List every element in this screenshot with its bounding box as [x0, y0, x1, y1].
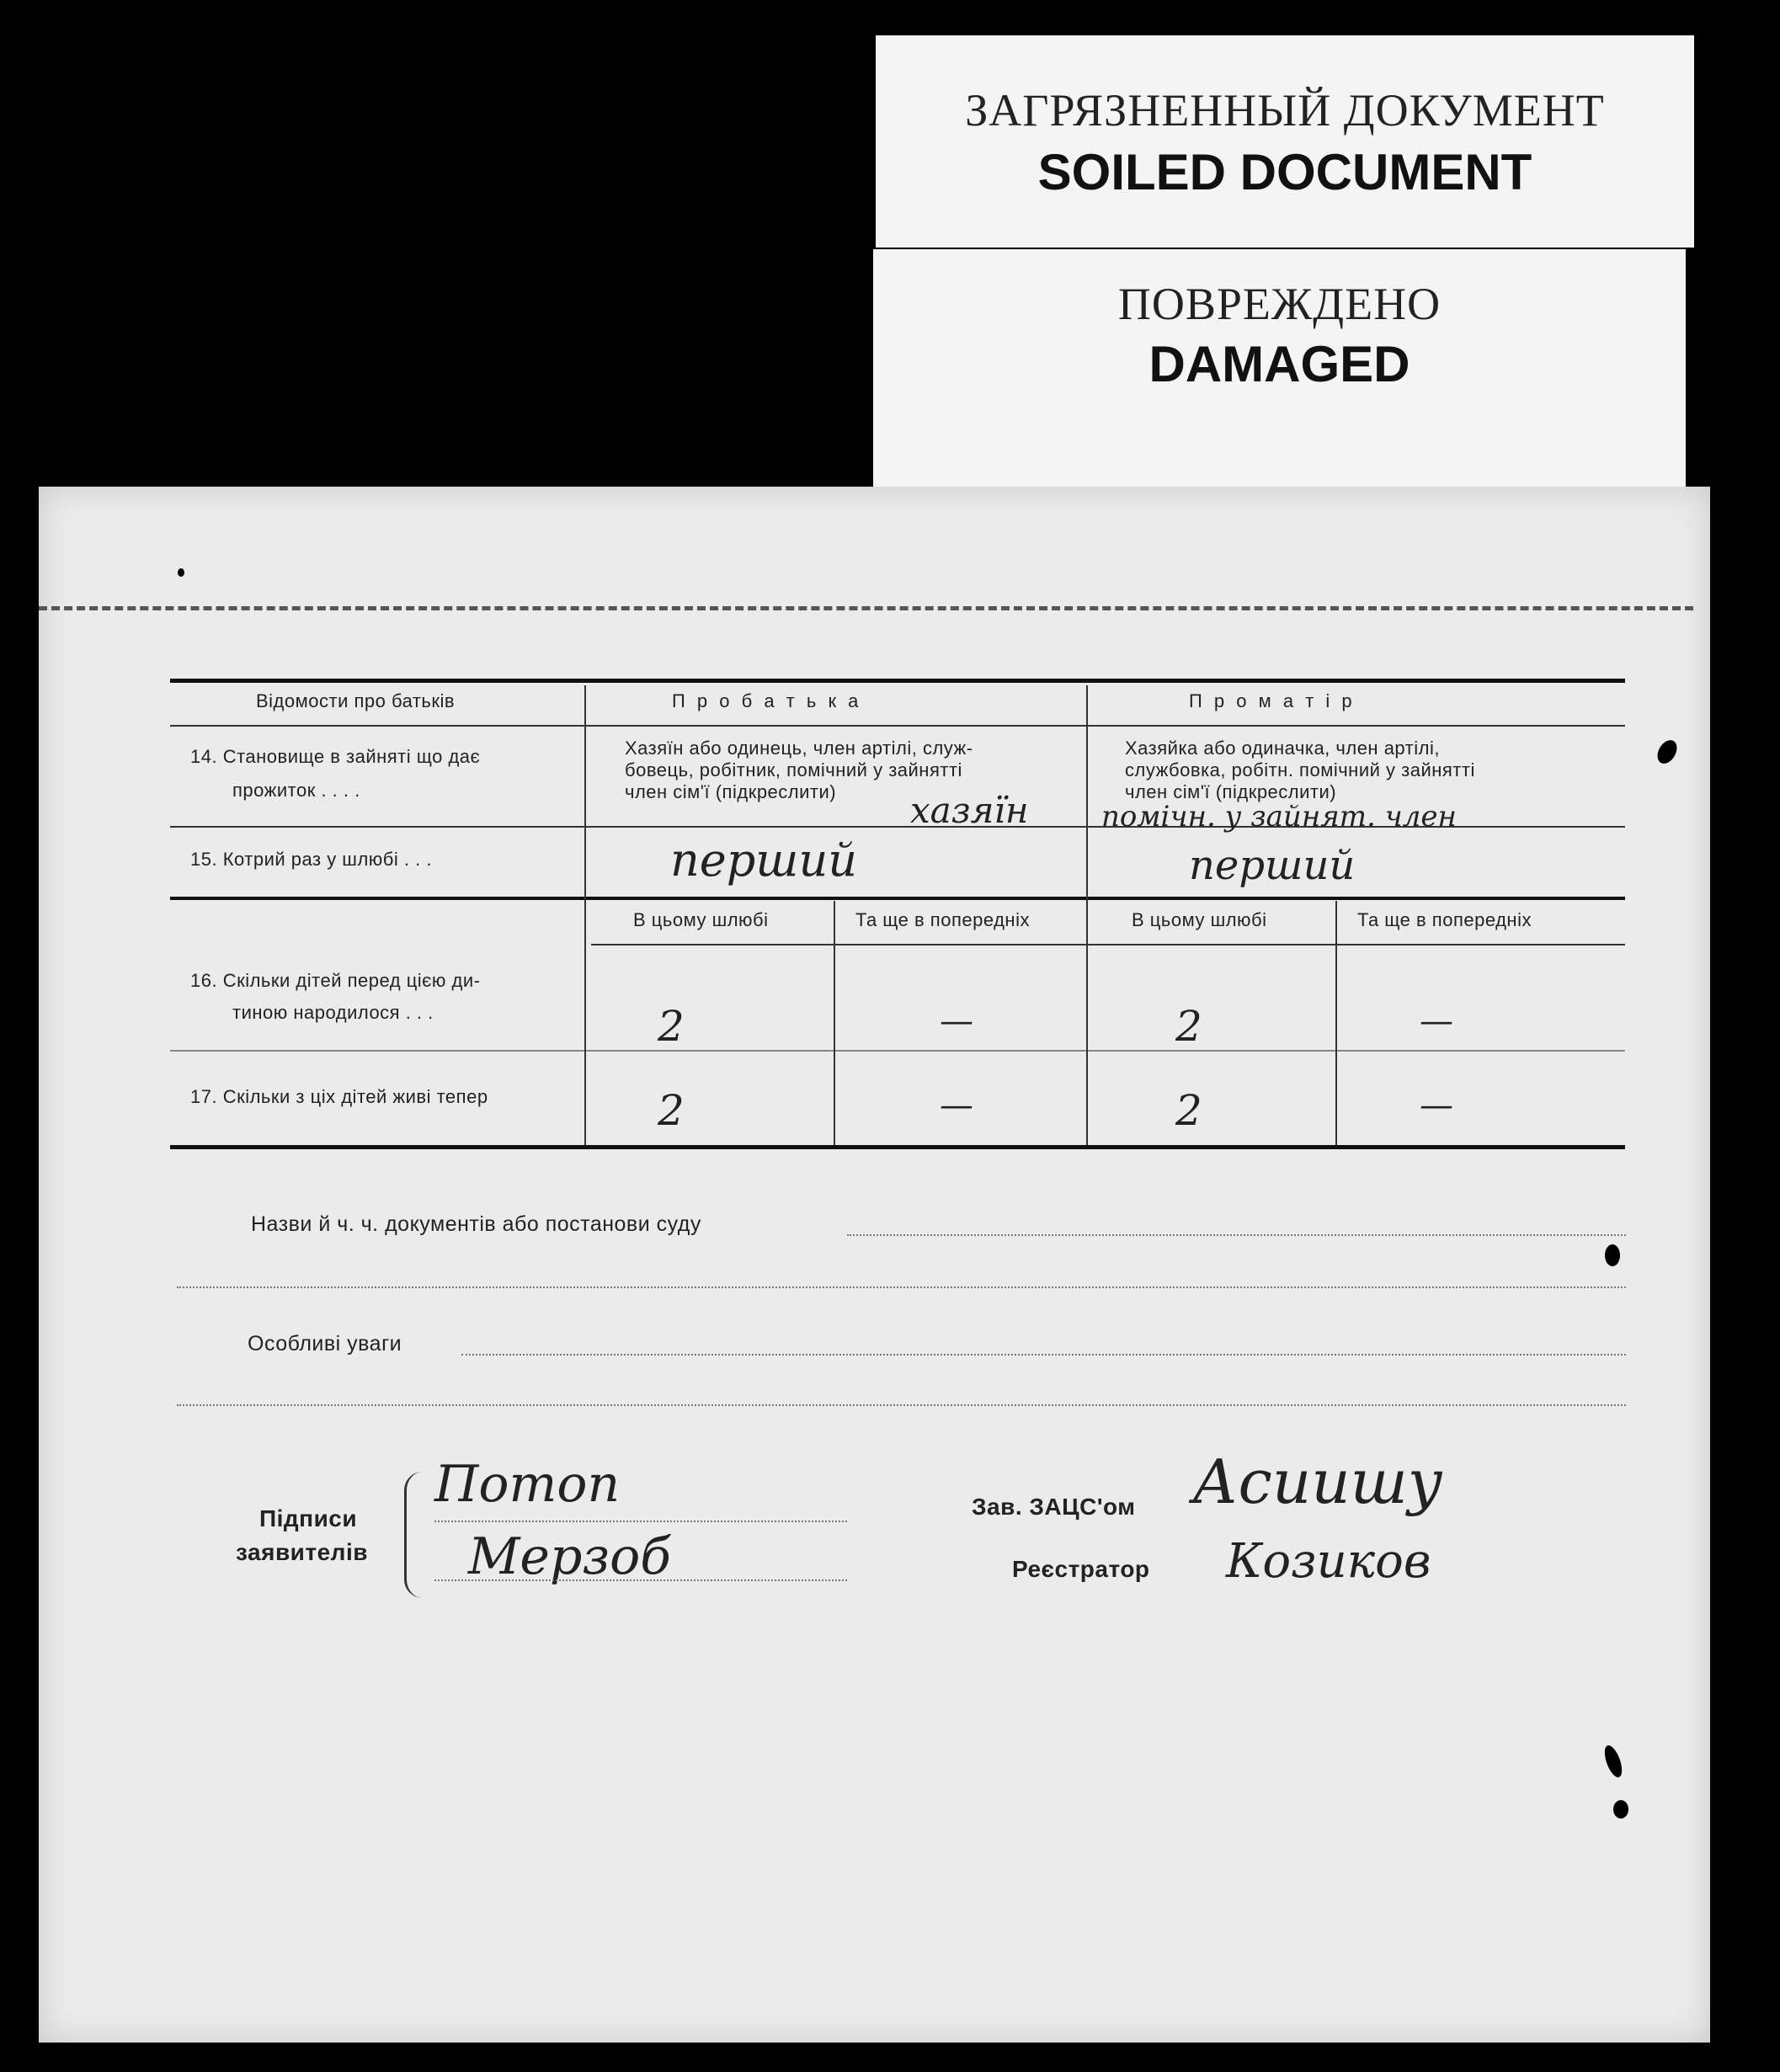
row16-mother-previous: — — [1420, 1002, 1453, 1041]
perforation-line — [39, 606, 1693, 610]
damaged-label-ru: ПОВРЕЖДЕНО — [1117, 279, 1442, 329]
col-divider-1 — [584, 685, 586, 1145]
row15-mother-handwritten: перший — [1189, 842, 1356, 889]
row16-label-line1: 16. Скільки дітей перед цією ди- — [190, 970, 481, 991]
header-divider — [170, 725, 1625, 727]
row16-father-this: 2 — [658, 1002, 685, 1051]
documents-line-1 — [847, 1234, 1626, 1236]
row16-mother-this: 2 — [1175, 1002, 1202, 1051]
row15-father-handwritten: перший — [670, 834, 858, 887]
subheader-divider — [591, 944, 1625, 945]
row15-divider — [170, 897, 1625, 900]
row16-label-line2: тиною народилося . . . — [232, 1002, 434, 1023]
row14-mother-print-1: Хазяйка або одиначка, член артілі, — [1125, 738, 1440, 759]
header-about-mother: П р о м а т і р — [1189, 690, 1356, 711]
head-registry-signature: Асиишу — [1192, 1446, 1443, 1517]
damaged-label-en: DAMAGED — [1148, 336, 1410, 392]
row14-father-print-2: бовець, робітник, помічний у зайнятті — [625, 759, 962, 780]
row14-father-handwritten: хазяїн — [910, 790, 1029, 831]
row17-label: 17. Скільки з ціх дітей живі тепер — [190, 1086, 488, 1107]
subheader-father-this-marriage: В цьому шлюбі — [633, 909, 769, 930]
damage-hole — [1613, 1800, 1628, 1819]
row14-mother-print-2: службовка, робітн. помічний у зайнятті — [1125, 759, 1475, 780]
damage-hole — [1654, 737, 1681, 767]
col-divider-2 — [1086, 685, 1088, 1145]
registrar-label: Реєстратор — [1012, 1556, 1150, 1582]
documents-line-2 — [177, 1286, 1626, 1288]
head-registry-label: Зав. ЗАЦС'ом — [972, 1494, 1136, 1520]
row14-mother-print-3: член сім'ї (підкреслити) — [1125, 781, 1337, 802]
soiled-label-en: SOILED DOCUMENT — [1037, 144, 1532, 200]
table-top-border — [170, 679, 1625, 683]
subheader-mother-this-marriage: В цьому шлюбі — [1132, 909, 1267, 930]
row16-father-previous: — — [940, 1002, 973, 1041]
table-bottom-border — [170, 1145, 1625, 1149]
notes-label: Особливі уваги — [248, 1332, 402, 1356]
row16-divider — [170, 1050, 1625, 1052]
registrar-signature: Козиков — [1226, 1534, 1431, 1589]
notes-line-2 — [177, 1404, 1626, 1406]
applicants-label-line2: заявителів — [236, 1539, 368, 1565]
row14-father-print-1: Хазяїн або одинець, член артілі, служ- — [625, 738, 973, 759]
row14-mother-handwritten: помічн. у зайнят. член — [1101, 800, 1457, 834]
applicants-label-line1: Підписи — [259, 1505, 358, 1531]
applicant-sig-line-1 — [434, 1521, 847, 1522]
applicants-brace — [404, 1472, 425, 1598]
row14-label-line2: прожиток . . . . — [232, 780, 360, 801]
row17-father-previous: — — [940, 1086, 973, 1125]
header-about-father: П р о б а т ь к а — [672, 690, 862, 711]
documents-label: Назви й ч. ч. документів або постанови суду — [251, 1212, 701, 1236]
row17-father-this: 2 — [658, 1086, 685, 1135]
header-parents-info: Відомости про батьків — [256, 690, 456, 711]
punch-dot — [178, 568, 184, 577]
form-sheet — [39, 487, 1710, 2043]
damaged-document-label — [873, 249, 1686, 488]
soiled-label-ru: ЗАГРЯЗНЕННЫЙ ДОКУМЕНТ — [965, 85, 1605, 136]
damage-hole — [1601, 1743, 1626, 1779]
applicant-sig-line-2 — [434, 1579, 847, 1581]
soiled-document-label — [876, 35, 1694, 248]
row14-father-print-3: член сім'ї (підкреслити) — [625, 781, 837, 802]
row17-mother-this: 2 — [1175, 1086, 1202, 1135]
subheader-father-previous: Та ще в попередніх — [855, 909, 1030, 930]
subheader-mother-previous: Та ще в попередніх — [1357, 909, 1532, 930]
col-divider-3 — [834, 901, 835, 1145]
notes-line-1 — [461, 1354, 1626, 1356]
applicant-signature-2: Мерзоб — [468, 1527, 671, 1586]
row15-label: 15. Котрий раз у шлюбі . . . — [190, 849, 432, 870]
applicant-signature-1: Потоп — [434, 1455, 621, 1514]
damage-hole — [1605, 1244, 1620, 1266]
col-divider-4 — [1335, 901, 1337, 1145]
row17-mother-previous: — — [1420, 1086, 1453, 1125]
row14-label-line1: 14. Становище в зайняті що дає — [190, 746, 481, 767]
